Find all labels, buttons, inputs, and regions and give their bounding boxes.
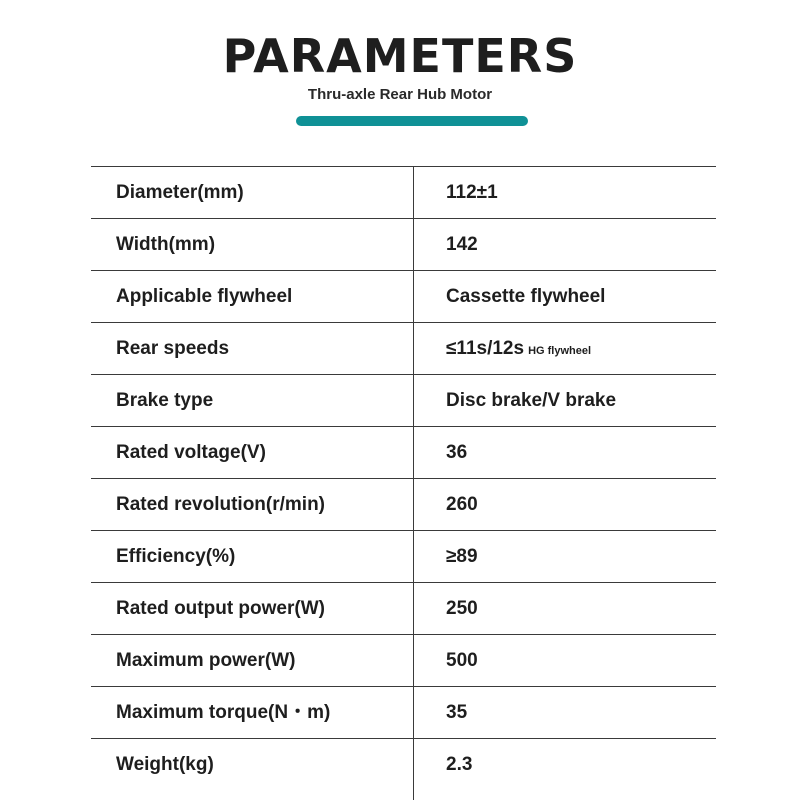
spec-table (91, 166, 716, 790)
spec-row-maximum-power (91, 635, 716, 687)
spec-value: 112±1 (446, 182, 498, 203)
spec-value: 250 (446, 598, 478, 619)
spec-value-note: HG flywheel (528, 345, 592, 357)
spec-label: Diameter(mm) (116, 182, 244, 203)
spec-value: 260 (446, 494, 478, 515)
spec-row-rear-speeds (91, 323, 716, 375)
spec-value: Cassette flywheel (446, 286, 606, 307)
spec-label: Applicable flywheel (116, 286, 293, 307)
column-divider (413, 166, 414, 800)
spec-label: Rated revolution(r/min) (116, 494, 326, 515)
spec-label: Maximum torque(N・m) (116, 702, 331, 723)
spec-row-flywheel (91, 271, 716, 323)
spec-label: Efficiency(%) (116, 546, 236, 567)
spec-value: 2.3 (446, 754, 473, 775)
spec-row-weight (91, 739, 716, 790)
spec-row-brake-type (91, 375, 716, 427)
spec-label: Rated voltage(V) (116, 442, 266, 463)
spec-label: Rated output power(W) (116, 598, 325, 619)
spec-value: ≥89 (446, 546, 478, 567)
spec-value: 142 (446, 234, 478, 255)
spec-label: Rear speeds (116, 338, 230, 359)
spec-row-maximum-torque (91, 687, 716, 739)
spec-row-width (91, 219, 716, 271)
spec-row-efficiency (91, 531, 716, 583)
spec-row-rated-output-power (91, 583, 716, 635)
spec-value: 500 (446, 650, 478, 671)
spec-label: Width(mm) (116, 234, 216, 255)
spec-label: Maximum power(W) (116, 650, 296, 671)
spec-value: 35 (446, 702, 468, 723)
accent-bar (296, 116, 528, 126)
page-title: PARAMETERS (222, 29, 578, 83)
spec-label: Weight(kg) (116, 754, 214, 775)
spec-value (446, 323, 591, 374)
spec-value: Disc brake/V brake (446, 390, 617, 411)
spec-row-diameter (91, 167, 716, 219)
spec-value-main: ≤11s/12s (446, 338, 525, 359)
spec-value: 36 (446, 442, 468, 463)
spec-row-rated-voltage (91, 427, 716, 479)
spec-row-rated-revolution (91, 479, 716, 531)
page-subtitle: Thru-axle Rear Hub Motor (307, 86, 493, 103)
spec-label: Brake type (116, 390, 214, 411)
